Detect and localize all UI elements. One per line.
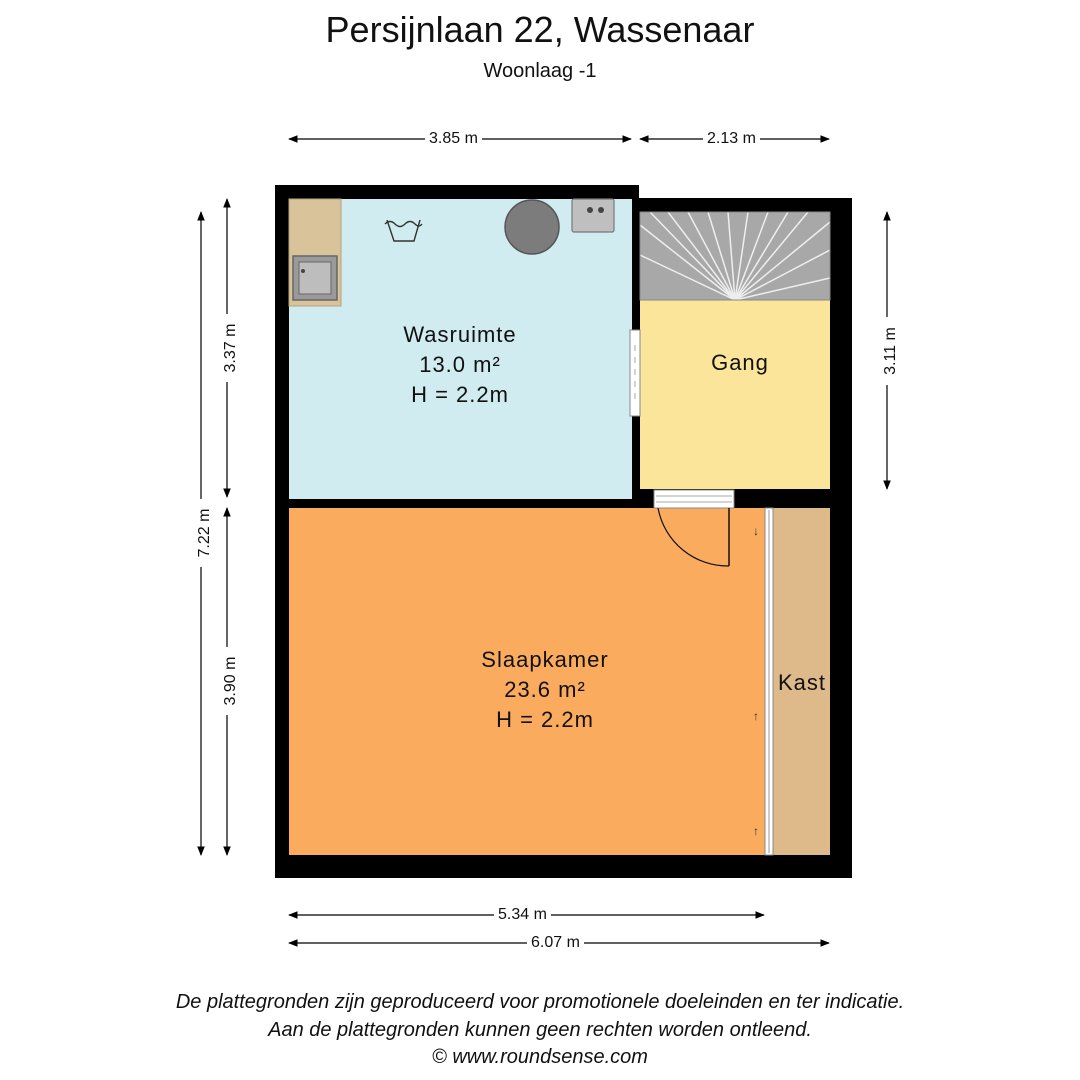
disclaimer-line-1: De plattegronden zijn geproduceerd voor promotionele doeleinden en ter indicatie. [175, 991, 905, 1013]
floor-level-subtitle: Woonlaag -1 [483, 60, 597, 82]
label-wasruimte [360, 320, 560, 410]
room-name: Kast [777, 670, 827, 695]
dimension-right-upper: 3.11 m [882, 317, 900, 385]
disclaimer-line-2: Aan de plattegronden kunnen geen rechten worden ontleend. [268, 1019, 812, 1041]
counter [289, 199, 341, 306]
room-height: H = 2.2m [496, 707, 594, 732]
appliance-icon [572, 199, 614, 232]
svg-text:↑: ↑ [753, 824, 759, 838]
svg-text:↑: ↑ [753, 709, 759, 723]
stairs [640, 212, 830, 300]
dimension-bottom-total: 6.07 m [527, 934, 584, 952]
label-kast [771, 668, 833, 698]
dimension-left-lower: 3.90 m [222, 647, 240, 715]
page-title: Persijnlaan 22, Wassenaar [325, 9, 755, 50]
label-slaapkamer [430, 645, 660, 735]
room-area: 13.0 m² [419, 352, 501, 377]
label-gang [660, 348, 820, 378]
copyright-line: © www.roundsense.com [432, 1046, 648, 1068]
dimension-left-total: 7.22 m [196, 499, 214, 567]
room-name: Gang [711, 350, 769, 375]
dimension-left-upper: 3.37 m [222, 314, 240, 382]
boiler-icon [505, 200, 559, 254]
dimension-top-left: 3.85 m [425, 130, 482, 148]
room-name: Wasruimte [403, 322, 517, 347]
svg-text:↓: ↓ [753, 524, 759, 538]
dimension-bottom-inner: 5.34 m [494, 906, 551, 924]
room-area: 23.6 m² [504, 677, 586, 702]
sliding-door [630, 330, 640, 416]
room-height: H = 2.2m [411, 382, 509, 407]
sink-icon [301, 269, 305, 273]
room-name: Slaapkamer [481, 647, 609, 672]
dimension-top-right: 2.13 m [703, 130, 760, 148]
